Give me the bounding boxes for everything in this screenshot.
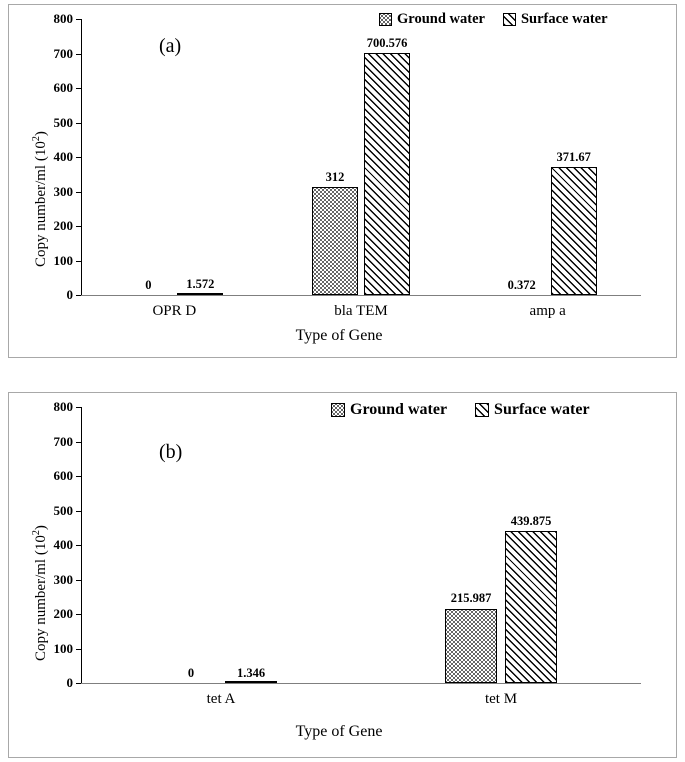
y-axis-tick-mark — [76, 442, 81, 443]
bar-value-label: 439.875 — [510, 514, 552, 529]
y-axis-tick-label: 100 — [53, 640, 73, 656]
bar-surface-water — [505, 531, 557, 683]
y-axis-tick-label: 500 — [53, 114, 73, 130]
y-axis-title-b-close: ) — [33, 525, 49, 531]
legend-label-ground-water: Ground water — [397, 11, 485, 27]
y-axis-tick-label: 400 — [53, 149, 73, 164]
y-axis-tick-mark — [76, 476, 81, 477]
bar-value-label: 371.67 — [556, 149, 591, 164]
y-axis-tick-mark — [76, 545, 81, 546]
y-axis-title-a-close: ) — [33, 131, 49, 137]
y-axis-tick-mark — [76, 511, 81, 512]
y-axis-tick-label: 300 — [53, 183, 73, 199]
y-axis-tick-label: 500 — [53, 502, 73, 518]
y-axis-tick-label: 300 — [53, 571, 73, 587]
y-axis-tick-label: 700 — [53, 433, 73, 449]
legend-label-surface-water: Surface water — [520, 11, 608, 27]
bar-value-label: 0.372 — [507, 277, 536, 292]
y-axis-tick-mark — [76, 192, 81, 193]
y-axis-tick-mark — [76, 649, 81, 650]
y-axis-tick-label: 100 — [53, 252, 73, 268]
y-axis-tick-label: 800 — [53, 399, 73, 414]
y-axis-line — [81, 407, 82, 683]
bar-ground-water — [445, 609, 497, 684]
y-axis-tick-label: 700 — [53, 45, 73, 61]
y-axis-tick-label: 800 — [53, 11, 73, 26]
y-axis-tick-label: 200 — [53, 606, 73, 621]
y-axis-tick-mark — [76, 407, 81, 408]
x-axis-line — [81, 683, 641, 684]
chart-panel-a — [8, 4, 677, 358]
plot-area-a — [53, 11, 641, 319]
x-axis-category-label: amp a — [529, 303, 566, 319]
bar-value-label: 1.572 — [186, 277, 215, 292]
bar-surface-water — [551, 167, 597, 295]
x-axis-category-label: bla TEM — [334, 303, 388, 319]
y-axis-title-b-exponent: 2 — [31, 530, 42, 536]
x-axis-category-label: tet A — [206, 691, 236, 707]
y-axis-tick-mark — [76, 683, 81, 684]
y-axis-title-b-text: Copy number/ml (10 — [33, 535, 49, 661]
bar-value-label: 1.346 — [236, 665, 266, 680]
bar-value-label: 700.576 — [366, 36, 408, 51]
y-axis-tick-mark — [76, 226, 81, 227]
y-axis-tick-mark — [76, 157, 81, 158]
y-axis-tick-mark — [76, 54, 81, 55]
bar-surface-water — [225, 681, 277, 683]
bar-value-label: 0 — [145, 278, 152, 292]
y-axis-title-a-exponent: 2 — [31, 136, 42, 142]
y-axis-tick-mark — [76, 614, 81, 615]
y-axis-line — [81, 19, 82, 295]
x-axis-title-a: Type of Gene — [295, 327, 383, 344]
y-axis-tick-label: 0 — [66, 675, 73, 690]
bar-surface-water — [177, 293, 223, 295]
x-axis-category-label: OPR D — [152, 303, 197, 319]
y-axis-tick-mark — [76, 123, 81, 124]
y-axis-title-a-text: Copy number/ml (10 — [33, 141, 49, 267]
y-axis-tick-mark — [76, 295, 81, 296]
x-axis-title-b: Type of Gene — [295, 723, 383, 740]
y-axis-tick-label: 200 — [53, 218, 73, 233]
panel-a-tag: (a) — [159, 35, 182, 57]
bar-ground-water — [312, 187, 358, 295]
y-axis-tick-mark — [76, 19, 81, 20]
y-axis-tick-label: 600 — [53, 468, 73, 483]
y-axis-tick-mark — [76, 261, 81, 262]
y-axis-tick-mark — [76, 580, 81, 581]
x-axis-category-label: tet M — [484, 691, 518, 707]
bar-surface-water — [364, 53, 410, 295]
y-axis-tick-label: 400 — [53, 537, 73, 552]
panel-b-tag: (b) — [159, 441, 183, 463]
x-axis-line — [81, 295, 641, 296]
legend-label-ground-water: Ground water — [350, 401, 448, 418]
y-axis-tick-mark — [76, 88, 81, 89]
y-axis-tick-label: 0 — [66, 287, 73, 302]
chart-panel-b — [8, 392, 677, 758]
bar-value-label: 215.987 — [450, 591, 492, 606]
legend-label-surface-water: Surface water — [494, 401, 590, 418]
y-axis-tick-label: 600 — [53, 80, 73, 95]
bar-value-label: 0 — [187, 666, 195, 680]
bar-value-label: 312 — [325, 170, 345, 185]
plot-area-b — [53, 399, 641, 707]
